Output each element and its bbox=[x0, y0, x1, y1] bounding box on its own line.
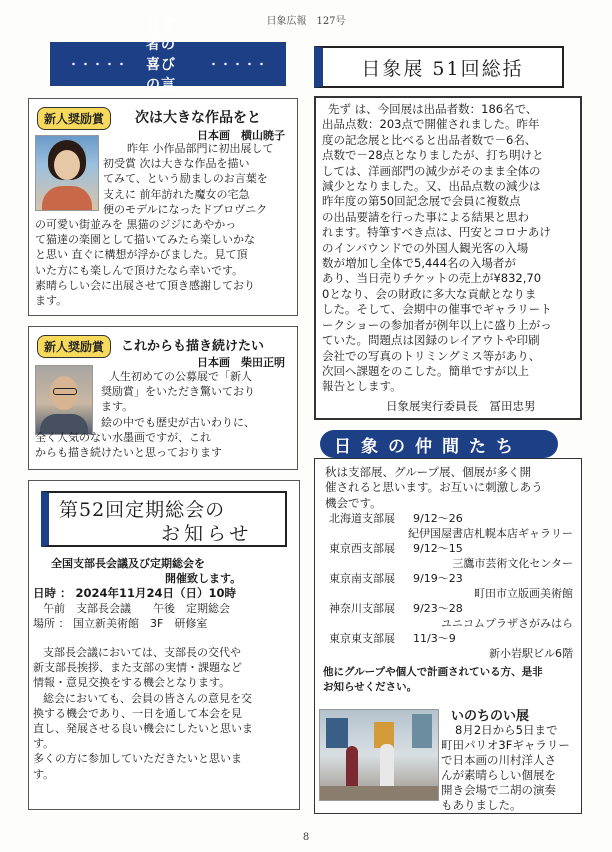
notice-subtitle-line1: 全国支部長会議及び定期総会を bbox=[51, 557, 205, 570]
text-line: 次回へ課題をのこした。簡単ですが以上 bbox=[322, 363, 529, 378]
text-line: ークショーの参加者が例年以上に盛り上がっ bbox=[322, 317, 552, 332]
text-line: 人生初めての公募展で「新人 bbox=[109, 370, 252, 383]
inochi-title: いのちのい展 bbox=[451, 709, 530, 724]
branch-venue: 新小岩駅ビル6階 bbox=[489, 647, 573, 660]
summary-signature: 日象展実行委員長 冨田忠男 bbox=[386, 399, 536, 413]
awards-banner-title: 受賞者の喜びの言 bbox=[146, 17, 176, 93]
banner-dots-left: ・・・・・ bbox=[68, 58, 128, 71]
friends-banner: 日象の仲間たち bbox=[320, 430, 558, 458]
award1-badge: 新人奨励賞 bbox=[37, 107, 111, 130]
notice-date: 日時 ： 2024年11月24日（日）10時 bbox=[33, 586, 237, 600]
friends-intro bbox=[325, 465, 579, 511]
branch-venue: 三鷹市芸術文化センター bbox=[452, 557, 573, 570]
branch-dates: 11/3～9 bbox=[413, 632, 456, 645]
branch-dates: 9/12～26 bbox=[413, 512, 463, 525]
text-line: からも描き続けたいと思っております bbox=[35, 446, 222, 460]
text-line: 奨励賞」をいただき驚いており bbox=[101, 385, 255, 399]
text-line: す。 bbox=[33, 767, 55, 781]
text-line: 総会においても、会員の皆さんの意見を交 bbox=[43, 691, 252, 705]
text-line: 支えに 前年訪れた魔女の宅急 bbox=[103, 187, 250, 201]
award1-byline: 日本画 横山暁子 bbox=[197, 129, 285, 142]
branch-item bbox=[315, 601, 583, 631]
text-line: の出品要請を行った事による結果と思わ bbox=[322, 209, 529, 224]
friends-box bbox=[314, 458, 582, 814]
notice-subtitle-line2: 開催致します。 bbox=[165, 572, 242, 585]
branch-dates: 9/19～23 bbox=[413, 572, 463, 585]
branch-venue: 町田市立版画美術館 bbox=[474, 587, 573, 600]
text-line: れます。特筆すべき点は、円安とコロナあけ bbox=[322, 225, 551, 240]
award2-text bbox=[35, 369, 293, 460]
text-line: 昨年 小作品部門に初出展して bbox=[127, 142, 274, 155]
text-line: 数が増加し全体で5,444名の入場者が bbox=[322, 256, 516, 271]
text-line: 機会です。 bbox=[325, 495, 382, 510]
notice-title-line2: お知らせ bbox=[161, 523, 253, 545]
text-line: 報告とします。 bbox=[322, 379, 402, 394]
friends-note-line1: 他にグループや個人で計画されている方、是非 bbox=[323, 666, 543, 678]
banner-dots-right: ・・・・・ bbox=[208, 58, 268, 71]
page-header: 日象広報 127号 bbox=[266, 16, 346, 27]
award2-box bbox=[28, 326, 298, 470]
text-line: 度の記念展と比べると出品者数で－6名、 bbox=[322, 132, 537, 147]
branch-name: 東京西支部展 bbox=[329, 542, 395, 555]
branch-list bbox=[315, 511, 583, 661]
notice-title-line1: 第52回定期総会の bbox=[59, 499, 226, 521]
branch-dates: 9/23～28 bbox=[413, 602, 463, 615]
text-line: しては、洋画部門の減少がそのまま全体の bbox=[322, 163, 541, 178]
branch-venue: ユニコムプラザさがみはら bbox=[441, 617, 573, 630]
text-line: 減少となりました。又、出品点数の減少は bbox=[322, 179, 541, 194]
summary-title-frame bbox=[314, 46, 564, 88]
branch-item bbox=[315, 541, 583, 571]
award1-text bbox=[35, 141, 293, 308]
branch-dates: 9/12～15 bbox=[413, 542, 463, 555]
award1-headline: 次は大きな作品をと bbox=[135, 110, 261, 126]
branch-item bbox=[315, 511, 583, 541]
summary-box bbox=[314, 96, 582, 420]
text-line: 秋は支部展、グループ展、個展が多く開 bbox=[325, 465, 532, 479]
text-line: 情報・意見交換をする機会となります。 bbox=[33, 676, 231, 690]
text-line: 多くの方に参加していただきたいと思いま bbox=[33, 752, 242, 766]
branch-name: 北海道支部展 bbox=[329, 512, 395, 525]
text-line: で日本画の川村洋人さ bbox=[441, 753, 556, 767]
text-line: 絵の中でも歴史が古いわりに、 bbox=[101, 415, 255, 429]
notice-box bbox=[28, 480, 300, 810]
award2-headline: これからも描き続けたい bbox=[121, 339, 265, 354]
text-line: 0となり、会の財政に多大な貢献となりま bbox=[322, 286, 537, 301]
exhibition-photo bbox=[319, 709, 439, 801]
summary-title: 日象展 51回総括 bbox=[361, 57, 524, 80]
text-line: ていた。問題点は図録のレイアウトや印刷 bbox=[322, 333, 540, 348]
friends-note-line2: お知らせください。 bbox=[323, 681, 418, 693]
text-line: のインバウンドでの外国人観光客の入場 bbox=[322, 240, 529, 255]
text-line: あり、当日売りチケットの売上が¥832,70 bbox=[322, 271, 542, 286]
branch-name: 東京南支部展 bbox=[329, 572, 395, 585]
branch-venue: 紀伊国屋書店札幌本店ギャラリー bbox=[408, 527, 573, 540]
branch-item bbox=[315, 631, 583, 661]
notice-place: 場所 ： 国立新美術館 3F 研修室 bbox=[33, 617, 208, 630]
text-line: ます。 bbox=[35, 294, 68, 308]
text-line: 先ず は、今回展は出品者数：186名で、 bbox=[328, 102, 538, 116]
text-line: てみて、という励ましのお言葉を bbox=[103, 172, 268, 186]
text-line: 支部長会議においては、支部長の交代や bbox=[43, 646, 241, 659]
branch-item bbox=[315, 571, 583, 601]
award2-byline: 日本画 柴田正明 bbox=[197, 356, 285, 369]
text-line: んが素晴らしい個展を bbox=[441, 768, 556, 782]
notice-title-frame bbox=[41, 491, 287, 547]
text-line: 素晴らしい会に出展させて頂き感謝しており bbox=[35, 278, 255, 292]
text-line: 新支部長挨拶、また支部の実情・課題など bbox=[33, 661, 242, 675]
text-line: 初受賞 次は大きな作品を描い bbox=[103, 157, 250, 171]
inochi-text bbox=[441, 723, 581, 813]
notice-body bbox=[33, 645, 295, 782]
text-line: 町田パリオ3Fギャラリー bbox=[441, 738, 570, 752]
text-line: した。そして、会期中の催事でギャラリート bbox=[322, 302, 552, 317]
summary-text bbox=[322, 102, 580, 395]
text-line: て猫達の楽園として描いてみたら楽しいかな bbox=[35, 233, 255, 247]
text-line: 催されると思います。お互いに刺激しあう bbox=[325, 480, 543, 495]
award1-box bbox=[28, 98, 298, 316]
notice-schedule: 午前 支部長会議 午後 定期総会 bbox=[43, 602, 230, 615]
text-line: 8月2日から5日まで bbox=[455, 723, 558, 737]
awards-banner bbox=[50, 17, 286, 93]
branch-name: 神奈川支部展 bbox=[329, 602, 395, 615]
text-line: 便のモデルになったドブロヴニク bbox=[103, 202, 268, 216]
page-number: 8 bbox=[302, 832, 310, 843]
text-line: もありました。 bbox=[441, 798, 522, 812]
text-line: 換する機会であり、一日を通して本会を見 bbox=[33, 706, 242, 720]
text-line: と思い 直ぐに構想が浮かびました。見て頂 bbox=[35, 248, 248, 262]
text-line: す。 bbox=[33, 737, 55, 751]
text-line: 開き会場で二胡の演奏 bbox=[441, 783, 556, 797]
award2-badge: 新人奨励賞 bbox=[37, 335, 111, 358]
text-line: 昨年度の第50回記念展で会員に複数点 bbox=[322, 194, 521, 209]
text-line: 出品点数：203点で開催されました。昨年 bbox=[322, 117, 540, 132]
text-line: 会社での写真のトリミングミス等があり、 bbox=[322, 348, 541, 363]
text-line: の可愛い街並みを 黒猫のジジにあやかっ bbox=[35, 218, 237, 232]
text-line: いた方にも楽しんで頂けたなら幸いです。 bbox=[35, 263, 244, 277]
branch-name: 東京東支部展 bbox=[329, 632, 395, 645]
text-line: ます。 bbox=[101, 400, 134, 414]
text-line: 点数で－28点となりましたが、打ち明けと bbox=[322, 148, 544, 163]
text-line: 全く人気のない水墨画ですが、これ bbox=[35, 430, 211, 444]
text-line: 直し、発展させる良い機会にしたいと思いま bbox=[33, 722, 253, 736]
